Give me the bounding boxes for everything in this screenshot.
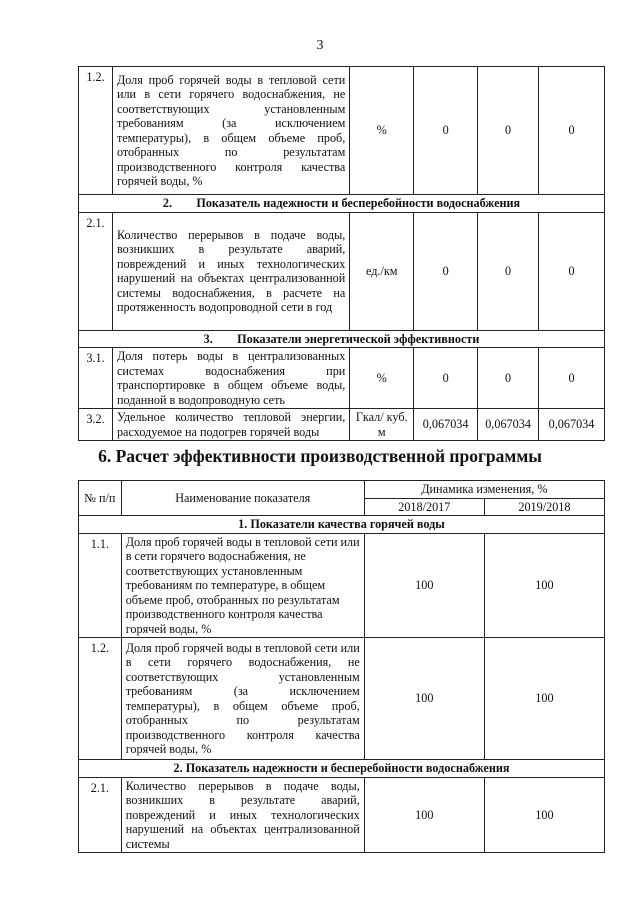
row-number: 3.1. [79, 348, 113, 409]
table-row [79, 67, 605, 195]
value-cell: 0 [414, 212, 478, 330]
section-title: 6. Расчет эффективности производственной программы [98, 446, 542, 466]
indicator-name: Доля проб горячей воды в тепловой сети или в сети горячего водоснабжения, не соответствующих установленным требованиям (за исключением температуры), в общем объеме проб, отобранных по результатам производственного контроля качества горячей воды, % [121, 638, 364, 760]
section-row [79, 760, 605, 778]
indicators-table [78, 66, 605, 441]
table-row [79, 777, 605, 853]
header-year: 2018/2017 [364, 498, 484, 516]
value-cell: 0,067034 [414, 409, 478, 441]
value-cell: 100 [484, 777, 604, 853]
section-heading: 2. Показатель надежности и бесперебойности водоснабжения [79, 195, 605, 213]
efficiency-table [78, 480, 605, 853]
value-cell: 100 [484, 533, 604, 638]
indicator-name: Доля потерь воды в централизованных системах водоснабжения при транспортировке в общем объеме воды, поданной в водопроводную сеть [112, 348, 349, 409]
table-row [79, 212, 605, 330]
value-cell: 0,067034 [478, 409, 539, 441]
unit-cell: % [350, 67, 414, 195]
page-number: 3 [316, 38, 324, 53]
header-name: Наименование показателя [121, 481, 364, 516]
table-row [79, 348, 605, 409]
value-cell: 100 [364, 638, 484, 760]
section-heading: 3. Показатели энергетической эффективности [79, 330, 605, 348]
value-cell: 0 [414, 67, 478, 195]
row-number: 1.2. [79, 638, 122, 760]
section-row [79, 195, 605, 213]
unit-cell: ед./км [350, 212, 414, 330]
indicator-name: Количество перерывов в подаче воды, возникших в результате аварий, повреждений и иных технологических нарушений на объектах централизованной системы водоснабжения, в расчете на протяженность водопроводной сети в год [112, 212, 349, 330]
section-row [79, 516, 605, 534]
header-row [79, 481, 605, 499]
row-number: 1.2. [79, 67, 113, 195]
table-row [79, 533, 605, 638]
indicator-name: Доля проб горячей воды в тепловой сети или в сети горячего водоснабжения, не соответствующих установленным требованиям (за исключением температуры), в общем объеме проб, отобранных по результатам производственного контроля качества горячей воды, % [112, 67, 349, 195]
value-cell: 0 [539, 212, 605, 330]
row-number: 3.2. [79, 409, 113, 441]
table-row [79, 409, 605, 441]
unit-cell: % [350, 348, 414, 409]
section-heading: 2. Показатель надежности и бесперебойности водоснабжения [79, 760, 605, 778]
header-number: № п/п [79, 481, 122, 516]
value-cell: 0 [478, 348, 539, 409]
value-cell: 0 [478, 212, 539, 330]
unit-cell: Гкал/ куб. м [350, 409, 414, 441]
value-cell: 100 [484, 638, 604, 760]
row-number: 1.1. [79, 533, 122, 638]
header-dynamics: Динамика изменения, % [364, 481, 604, 499]
row-number: 2.1. [79, 212, 113, 330]
value-cell: 0,067034 [539, 409, 605, 441]
header-year: 2019/2018 [484, 498, 604, 516]
indicator-name: Доля проб горячей воды в тепловой сети или в сети горячего водоснабжения, не соответствующих установленным требованиям по температуре, в общем объеме проб, отобранных по результатам производственного контроля качества горячей воды, % [121, 533, 364, 638]
value-cell: 0 [414, 348, 478, 409]
value-cell: 100 [364, 777, 484, 853]
section-row [79, 330, 605, 348]
row-number: 2.1. [79, 777, 122, 853]
indicator-name: Удельное количество тепловой энергии, расходуемое на подогрев горячей воды [112, 409, 349, 441]
table-row [79, 638, 605, 760]
value-cell: 0 [539, 348, 605, 409]
value-cell: 0 [539, 67, 605, 195]
value-cell: 0 [478, 67, 539, 195]
indicator-name: Количество перерывов в подаче воды, возникших в результате аварий, повреждений и иных технологических нарушений на объектах централизованной системы [121, 777, 364, 853]
section-heading: 1. Показатели качества горячей воды [79, 516, 605, 534]
value-cell: 100 [364, 533, 484, 638]
